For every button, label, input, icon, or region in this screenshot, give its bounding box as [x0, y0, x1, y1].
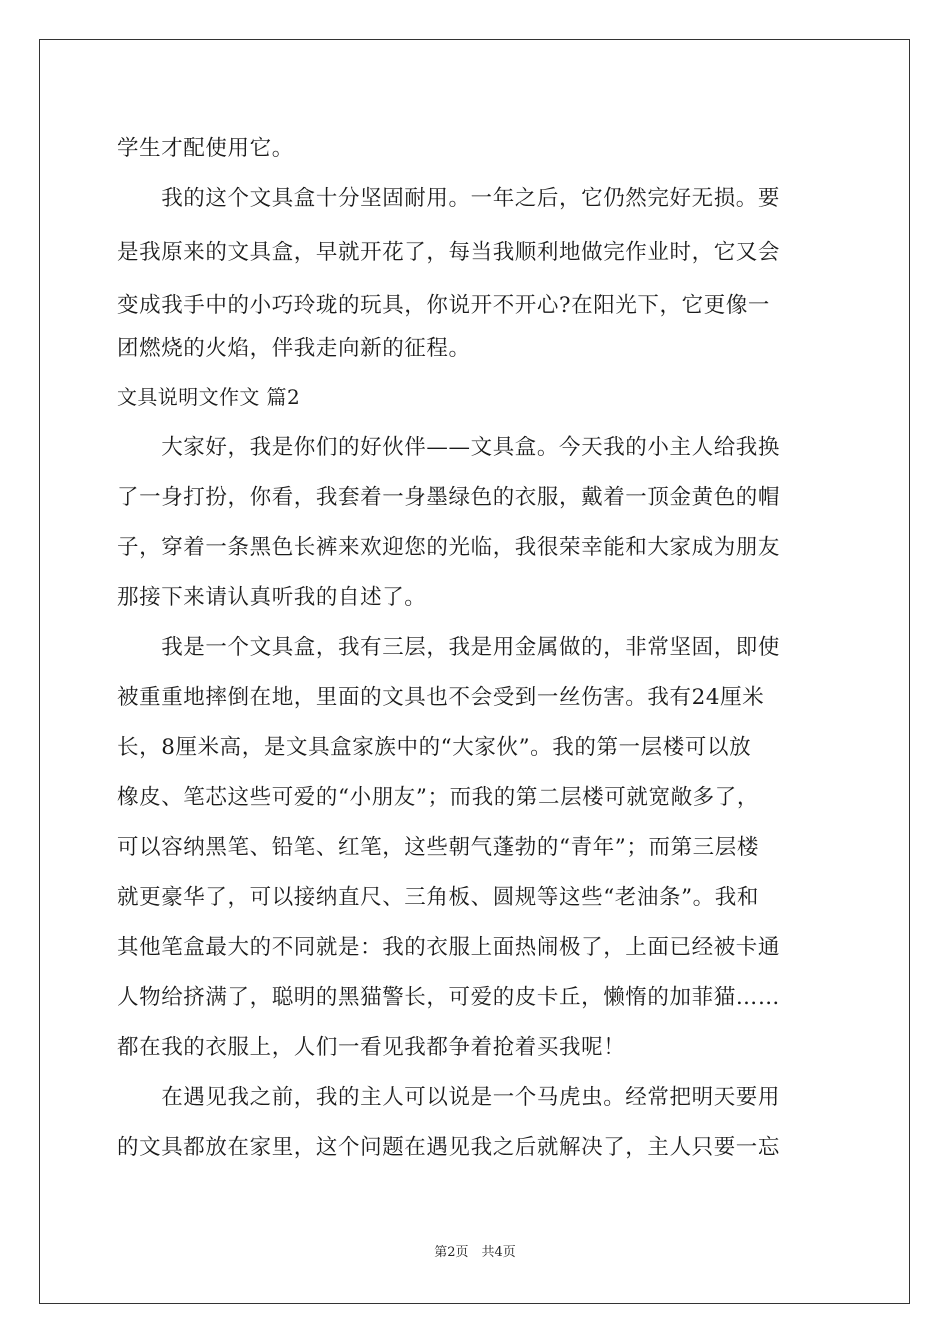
paragraph-line: 可以容纳黑笔、铅笔、红笔，这些朝气蓬勃的“青年”；而第三层楼 [117, 835, 759, 860]
paragraph-line: 的文具都放在家里，这个问题在遇见我之后就解决了，主人只要一忘 [117, 1135, 781, 1160]
page-number-footer: 第2页 共4页 [434, 1245, 516, 1260]
paragraph-line: 橡皮、笔芯这些可爱的“小朋友”；而我的第二层楼可就宽敞多了， [117, 785, 759, 810]
paragraph-line: 长，8厘米高，是文具盒家族中的“大家伙”。我的第一层楼可以放 [117, 735, 752, 760]
paragraph-line: 是我原来的文具盒，早就开花了，每当我顺利地做完作业时，它又会 [117, 240, 781, 265]
paragraph-line: 其他笔盒最大的不同就是：我的衣服上面热闹极了，上面已经被卡通 [117, 935, 781, 960]
section-heading: 文具说明文作文 篇2 [117, 385, 301, 409]
paragraph-line: 就更豪华了，可以接纳直尺、三角板、圆规等这些“老油条”。我和 [117, 885, 759, 910]
page-border [39, 39, 910, 1304]
paragraph-line: 被重重地摔倒在地，里面的文具也不会受到一丝伤害。我有24厘米 [117, 685, 765, 710]
paragraph-line: 了一身打扮，你看，我套着一身墨绿色的衣服，戴着一顶金黄色的帽 [117, 485, 781, 510]
paragraph-line: 子，穿着一条黑色长裤来欢迎您的光临，我很荣幸能和大家成为朋友 [117, 535, 781, 560]
paragraph-line: 团燃烧的火焰，伴我走向新的征程。 [117, 336, 471, 361]
paragraph-line: 那接下来请认真听我的自述了。 [117, 585, 427, 610]
paragraph-line: 在遇见我之前，我的主人可以说是一个马虎虫。经常把明天要用 [117, 1085, 781, 1110]
paragraph-line: 变成我手中的小巧玲珑的玩具，你说开不开心?在阳光下，它更像一 [117, 293, 771, 318]
paragraph-line: 学生才配使用它。 [117, 136, 294, 161]
paragraph-line: 大家好，我是你们的好伙伴——文具盒。今天我的小主人给我换 [117, 435, 781, 460]
paragraph-line: 人物给挤满了，聪明的黑猫警长，可爱的皮卡丘，懒惰的加菲猫…… [117, 985, 781, 1010]
paragraph-line: 我的这个文具盒十分坚固耐用。一年之后，它仍然完好无损。要 [117, 186, 781, 211]
paragraph-line: 我是一个文具盒，我有三层，我是用金属做的，非常坚固，即使 [117, 635, 781, 660]
paragraph-line: 都在我的衣服上，人们一看见我都争着抢着买我呢！ [117, 1035, 626, 1060]
